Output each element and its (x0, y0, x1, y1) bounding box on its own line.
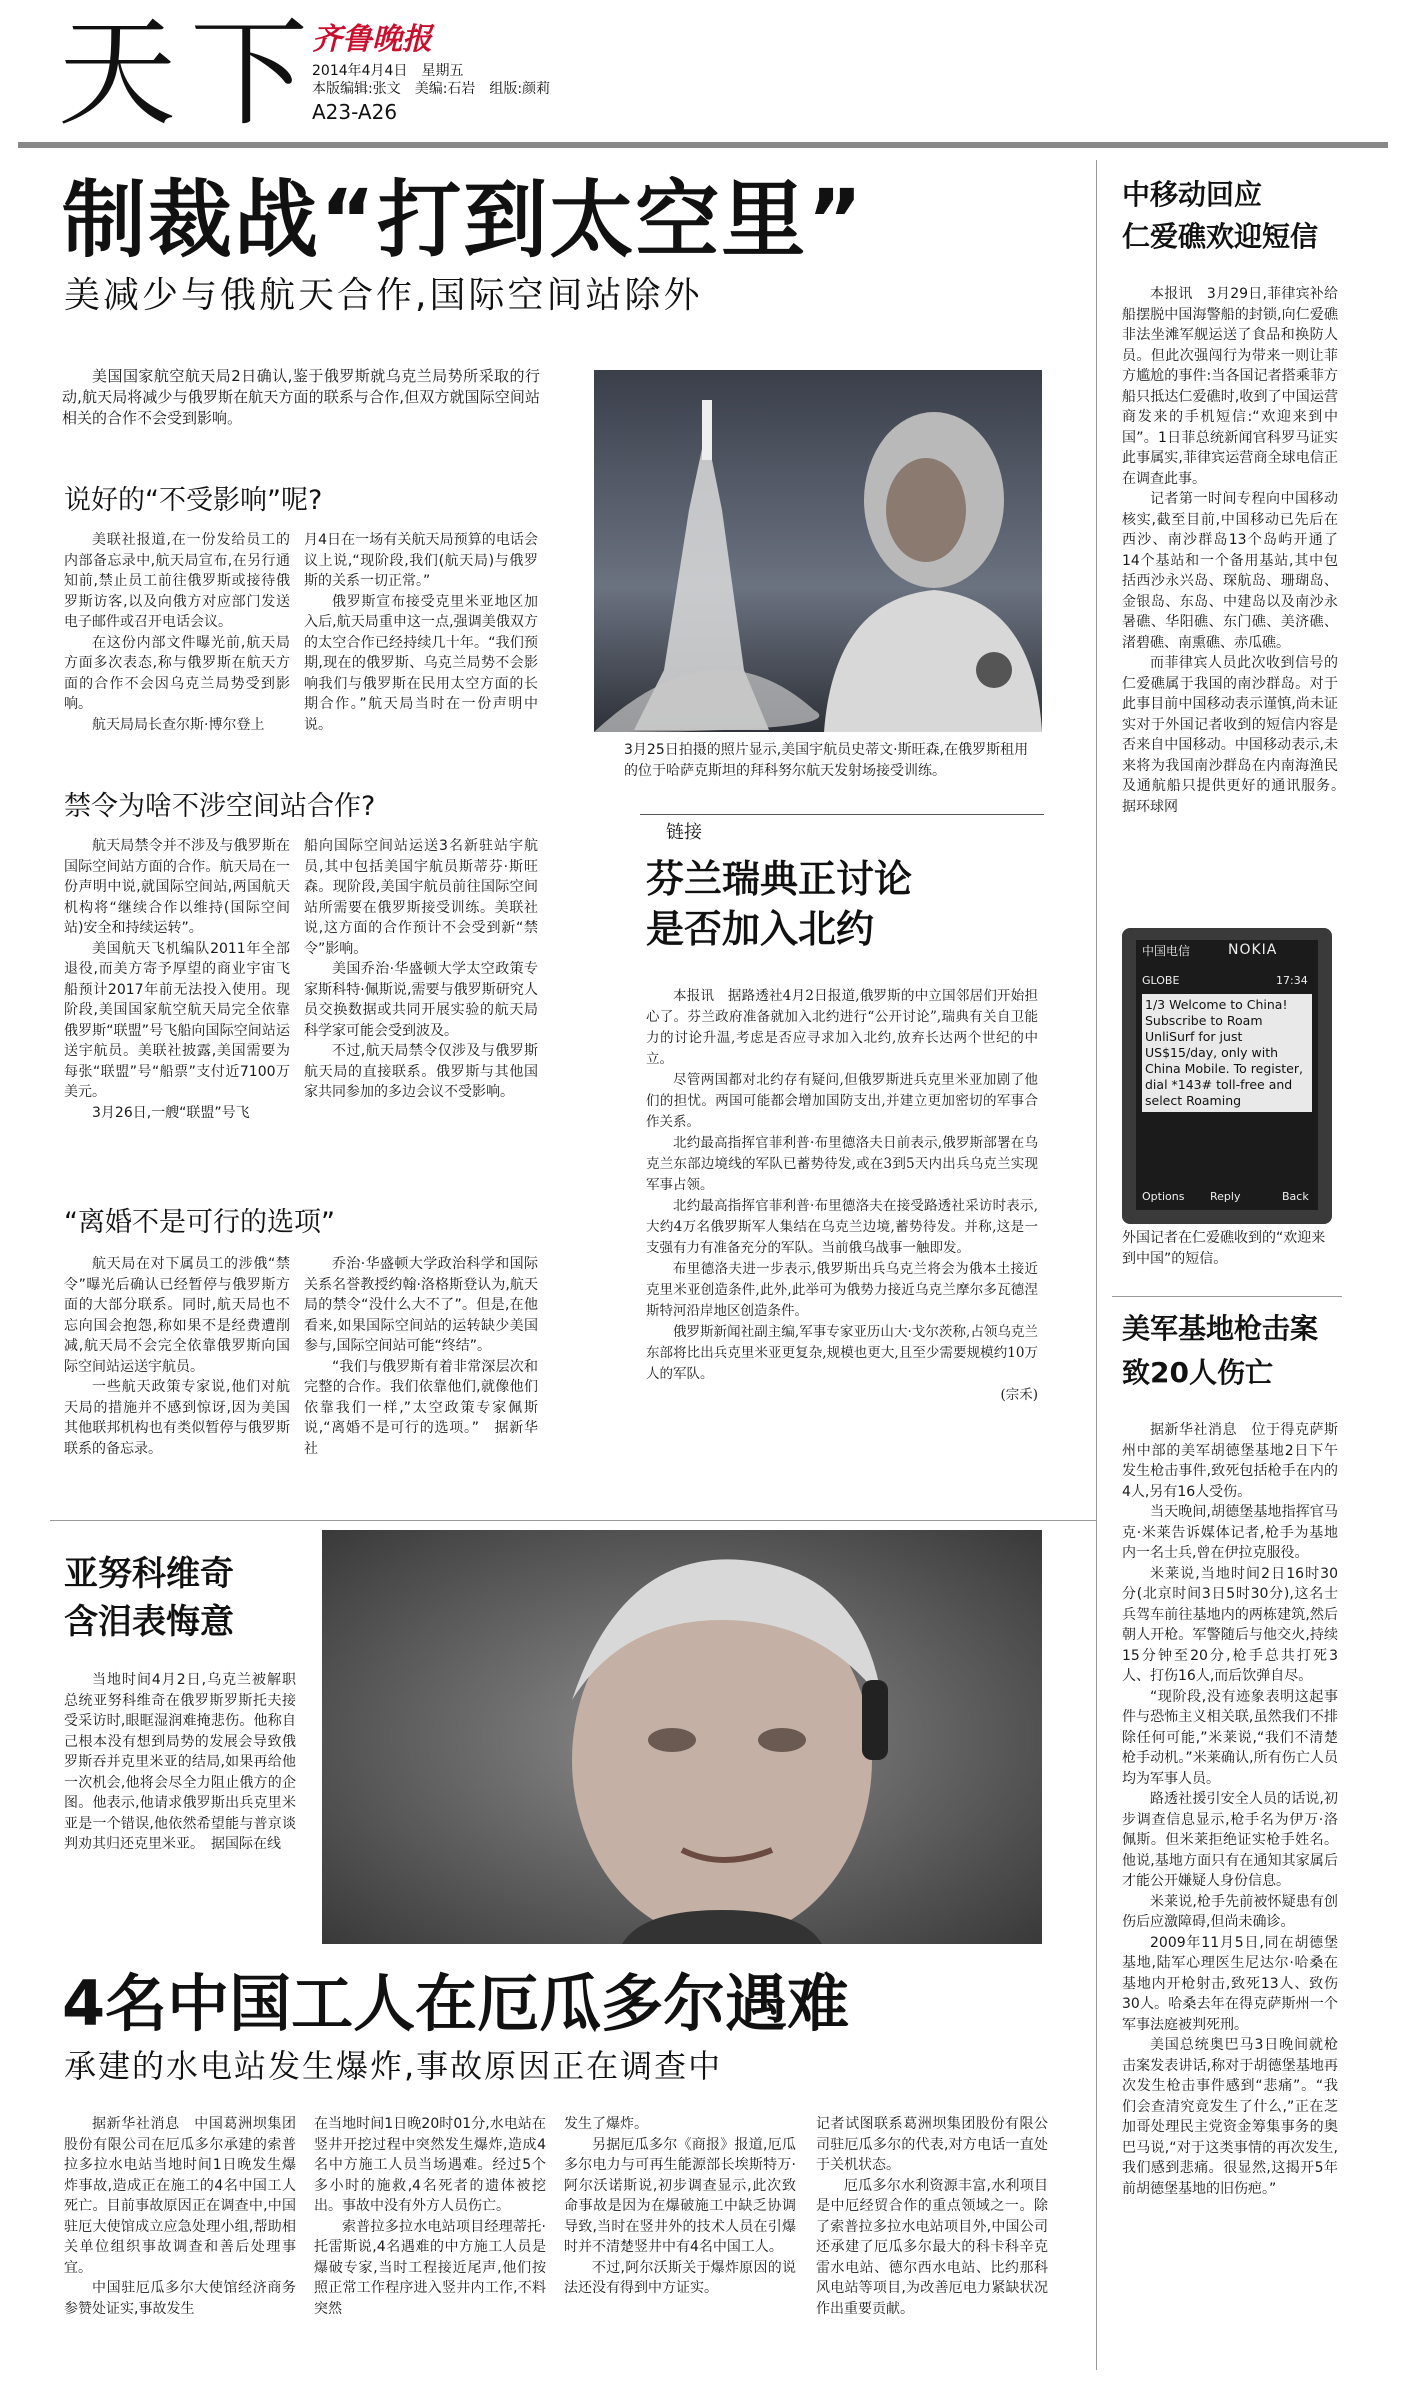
astronaut-photo (594, 370, 1042, 732)
ecuador-headline: 4名中国工人在厄瓜多尔遇难 (62, 1967, 850, 2040)
link-top-rule (640, 814, 1044, 815)
editors-line: 本版编辑:张文 美编:石岩 组版:颜莉 (312, 81, 551, 97)
right-bottom-body: 据新华社消息 位于得克萨斯州中部的美军胡德堡基地2日下午发生枪击事件,致死包括枪手在内的4人,另有16人受伤。 当天晚间,胡德堡基地指挥官马克·米莱告诉媒体记者,枪手为基地内一名士兵,曾在伊拉克服役。 米莱说,当地时间2日16时30分(北京时间3日5时30分),这名士兵驾车前往基地内的两栋建筑,然后朝人开枪。军警随后与他交火,持续15分钟至20分,枪手总共打死3人、打伤16人,而后饮弹自尽。 “现阶段,没有迹象表明这起事件与恐怖主义相关联,虽然我们不排除任何可能,”米莱说,“我们不清楚枪手动机。”米莱确认,所有伤亡人员均为军事人员。 路透社援引安全人员的话说,初步调查信息显示,枪手名为伊万·洛佩斯。但米莱拒绝证实枪手姓名。他说,基地方面只有在通知其家属后才能公开嫌疑人身份信息。 米莱说,枪手先前被怀疑患有创伤后应激障碍,但尚未确诊。 2009年11月5日,同在胡德堡基地,陆军心理医生尼达尔·哈桑在基地内开枪射击,致死13人、致伤30人。哈桑去年在得克萨斯州一个军事法庭被判死刑。 美国总统奥巴马3日晚间就枪击案发表讲话,称对于胡德堡基地再次发生枪击事件感到“悲痛”。“我们会查清究竟发生了什么,”正在芝加哥处理民主党资金筹集事务的奥巴马说,“对于这类事情的再次发生,我们感到悲痛。很显然,这揭开5年前胡德堡基地的旧伤疤。” (1122, 1422, 1338, 2197)
lead-intro: 美国国家航空航天局2日确认,鉴于俄罗斯就乌克兰局势所采取的行动,航天局将减少与俄罗斯在航天方面的联系与合作,但双方就国际空间站相关的合作不会受到影响。 (62, 367, 540, 427)
date-line: 2014年4月4日 星期五 (312, 63, 464, 79)
paper-logo: 齐鲁晚报 (312, 22, 432, 57)
lead-s2-title: 禁令为啥不涉空间站合作? (64, 791, 376, 822)
phone-sms-text: 1/3 Welcome to China! Subscribe to Roam UnliSurf for just US$15/day, only with China Mobile. To register, dial *143# toll-free and select Roaming (1142, 994, 1312, 1112)
phone-carrier: 中国电信 (1142, 944, 1191, 958)
phone-options-key: Options (1142, 1190, 1185, 1203)
ecuador-col3: 发生了爆炸。 另据厄瓜多尔《商报》报道,厄瓜多尔电力与可再生能源部长埃斯特万·阿尔沃诺斯说,初步调查显示,此次致命事故是因为在爆破施工中缺乏协调导致,当时在竖井外的技术人员在引爆时并不清楚竖井中有4名中国工人。 不过,阿尔沃斯关于爆炸原因的说法还没有得到中方证实。 (564, 2116, 796, 2296)
right-top-headline-2: 仁爱礁欢迎短信 (1122, 220, 1319, 253)
section-title: 天下 (58, 4, 323, 142)
masthead-rule (18, 142, 1388, 148)
link-headline-1: 芬兰瑞典正讨论 (646, 857, 913, 901)
lead-headline: 制裁战“打到太空里” (62, 171, 865, 269)
ecuador-col1: 据新华社消息 中国葛洲坝集团股份有限公司在厄瓜多尔承建的索普拉多拉水电站当地时间1日晚发生爆炸事故,造成正在施工的4名中国工人死亡。目前事故原因正在调查中,中国驻厄大使馆成立应急处理小组,帮助相关单位组织事故调查和善后处理事宜。 中国驻厄瓜多尔大使馆经济商务参赞处证实,事故发生 (64, 2116, 296, 2317)
yanuk-headline-1: 亚努科维奇 (64, 1554, 234, 1594)
right-bottom-rule (1112, 1296, 1342, 1297)
phone-network: GLOBE (1142, 974, 1180, 987)
lead-s1-col2: 月4日在一场有关航天局预算的电话会议上说,“现阶段,我们(航天局)与俄罗斯的关系一切正常。” 俄罗斯宣布接受克里米亚地区加入后,航天局重申这一点,强调美俄双方的太空合作已经持续几十年。“我们预期,现在的俄罗斯、乌克兰局势不会影响我们与俄罗斯在民用太空方面的长期合作。”航天局当时在一份声明中说。 (304, 532, 538, 733)
phone-time: 17:34 (1276, 974, 1308, 987)
right-bottom-headline-2: 致20人伤亡 (1122, 1356, 1273, 1389)
yanuk-headline-2: 含泪表悔意 (64, 1602, 234, 1642)
phone-back-key: Back (1282, 1190, 1309, 1203)
lead-s1-title: 说好的“不受影响”呢? (64, 485, 323, 516)
page-range: A23-A26 (312, 100, 398, 124)
link-body: 本报讯 据路透社4月2日报道,俄罗斯的中立国邻居们开始担心了。芬兰政府准备就加入北约进行“公开讨论”,瑞典有关自卫能力的讨论升温,考虑是否应寻求加入北约,放弃长达两个世纪的中立。 尽管两国都对北约存有疑问,但俄罗斯进兵克里米亚加剧了他们的担忧。两国可能都会增加国防支出,并建立更加密切的军事合作关系。 北约最高指挥官菲利普·布里德洛夫日前表示,俄罗斯部署在乌克兰东部边境线的军队已蓄势待发,或在3到5天内出兵乌克兰实现军事占领。 北约最高指挥官菲利普·布里德洛夫在接受路透社采访时表示,大约4万名俄罗斯军人集结在乌克兰边境,蓄势待发。并称,这是一支强有力有准备充分的军队。当前俄乌战事一触即发。 布里德洛夫进一步表示,俄罗斯出兵乌克兰将会为俄本土接近克里米亚创造条件,此外,此举可为俄势力接近乌克兰摩尔多瓦德涅斯特河沿岸地区创造条件。 俄罗斯新闻社副主编,军事专家亚历山大·戈尔茨称,占领乌克兰东部将比出兵克里米亚更复杂,规模也更大,且至少需要规模约10万人的军队。 (宗禾) (646, 988, 1038, 1403)
yanukovych-photo (322, 1530, 1042, 1944)
ecuador-col4: 记者试图联系葛洲坝集团股份有限公司驻厄瓜多尔的代表,对方电话一直处于关机状态。 厄瓜多尔水利资源丰富,水利项目是中厄经贸合作的重点领域之一。除了索普拉多拉水电站项目外,中国公司还承建了厄瓜多尔最大的科卡科辛克雷水电站、德尔西水电站、比约那科风电站等项目,为改善厄电力紧缺状况作出重要贡献。 (816, 2116, 1048, 2317)
yanukovych-image (322, 1530, 1042, 1944)
phone-caption: 外国记者在仁爱礁收到的“欢迎来到中国”的短信。 (1122, 1230, 1326, 1267)
yanuk-top-rule (50, 1520, 1096, 1521)
ecuador-subhead: 承建的水电站发生爆炸,事故原因正在调查中 (64, 2047, 723, 2085)
phone-screen (1136, 940, 1318, 1210)
right-column-divider (1096, 160, 1097, 2370)
lead-s2-col2: 船向国际空间站运送3名新驻站宇航员,其中包括美国宇航员斯蒂芬·斯旺森。现阶段,美国宇航员前往国际空间站所需要在俄罗斯接受训练。美联社说,这方面的合作预计不会受到新“禁令”影响。 美国乔治·华盛顿大学太空政策专家斯科特·佩斯说,需要与俄罗斯研究人员交换数据或共同开展实验的航天局科学家可能会受到波及。 不过,航天局禁令仅涉及与俄罗斯航天局的直接联系。俄罗斯与其他国家共同参加的多边会议不受影响。 (304, 838, 538, 1100)
phone-brand: NOKIA (1228, 942, 1278, 958)
lead-s3-col1: 航天局在对下属员工的涉俄“禁令”曝光后确认已经暂停与俄罗斯方面的大部分联系。同时,航天局也不忘向国会抱怨,称如果不是经费遭削减,航天局不会完全依靠俄罗斯向国际空间站运送宇航员。 一些航天政策专家说,他们对航天局的措施并不感到惊讶,因为美国其他联邦机构也有类似暂停与俄罗斯联系的备忘录。 (64, 1256, 290, 1457)
astronaut-image (594, 370, 1042, 732)
lead-s3-title: “离婚不是可行的选项” (64, 1207, 335, 1238)
lead-s1-col1: 美联社报道,在一份发给员工的内部备忘录中,航天局宣布,在另行通知前,禁止员工前往俄罗斯或接待俄罗斯访客,以及向俄方对应部门发送电子邮件或召开电话会议。 在这份内部文件曝光前,航天局方面多次表态,称与俄罗斯在航天方面的合作不会因乌克兰局势受到影响。 航天局局长查尔斯·博尔登上 (64, 532, 290, 733)
lead-s3-col2: 乔治·华盛顿大学政治科学和国际关系名誉教授约翰·洛格斯登认为,航天局的禁令“没什么大不了”。但是,在他看来,如果国际空间站的运转缺少美国参与,国际空间站可能“终结”。 “我们与俄罗斯有着非常深层次和完整的合作。我们依靠他们,就像他们依靠我们一样,”太空政策专家佩斯说,“离婚不是可行的选项。” 据新华社 (304, 1256, 538, 1457)
astronaut-caption: 3月25日拍摄的照片显示,美国宇航员史蒂文·斯旺森,在俄罗斯租用的位于哈萨克斯坦的拜科努尔航天发射场接受训练。 (624, 742, 1029, 779)
phone-photo (1122, 928, 1332, 1224)
ecuador-col2: 在当地时间1日晚20时01分,水电站在竖井开挖过程中突然发生爆炸,造成4名中方施工人员当场遇难。经过5个多小时的施救,4名死者的遗体被挖出。事故中没有外方人员伤亡。 索普拉多拉水电站项目经理蒂托·托雷斯说,4名遇难的中方施工人员是爆破专家,当时工程接近尾声,他们按照正常工作程序进入竖井内工作,不料突然 (314, 2116, 546, 2317)
phone-reply-key: Reply (1210, 1190, 1241, 1203)
lead-subhead: 美减少与俄航天合作,国际空间站除外 (64, 275, 703, 316)
right-bottom-headline-1: 美军基地枪击案 (1122, 1312, 1319, 1345)
lead-s2-col1: 航天局禁令并不涉及与俄罗斯在国际空间站方面的合作。航天局在一份声明中说,就国际空间站,两国航天机构将“继续合作以维持(国际空间站)安全和持续运转”。 美国航天飞机编队2011年全部退役,而美方寄予厚望的商业宇宙飞船预计2017年前无法投入使用。现阶段,美国国家航空航天局完全依靠俄罗斯“联盟”号飞船向国际空间站运送宇航员。美联社披露,美国需要为每张“联盟”号“船票”支付近7100万美元。 3月26日,一艘“联盟”号飞 (64, 838, 290, 1121)
right-top-headline-1: 中移动回应 (1122, 178, 1263, 211)
right-top-body: 本报讯 3月29日,菲律宾补给船摆脱中国海警船的封锁,向仁爱礁非法坐滩军舰运送了食品和换防人员。但此次强闯行为带来一则让菲方尴尬的事件:当各国记者搭乘菲方船只抵达仁爱礁时,收到了中国运营商发来的手机短信:“欢迎来到中国”。1日菲总统新闻官科罗马证实此事属实,菲律宾运营商全球电信正在调查此事。 记者第一时间专程向中国移动核实,截至目前,中国移动已先后在西沙、南沙群岛13个岛屿开通了14个基站和一个备用基站,其中包括西沙永兴岛、琛航岛、珊瑚岛、金银岛、东岛、中建岛以及南沙永暑礁、华阳礁、东门礁、美济礁、渚碧礁、南熏礁、赤瓜礁。 而菲律宾人员此次收到信号的仁爱礁属于我国的南沙群岛。对于此事目前中国移动表示谨慎,尚未证实对于外国记者收到的短信内容是否来自中国移动。中国移动表示,未来将为我国南沙群岛在内南海渔民及通航船只提供更好的通讯服务。 据环球网 (1122, 286, 1352, 815)
link-headline-2: 是否加入北约 (646, 907, 875, 951)
yanuk-body: 当地时间4月2日,乌克兰被解职总统亚努科维奇在俄罗斯罗斯托夫接受采访时,眼眶湿润难掩悲伤。他称自己根本没有想到局势的发展会导致俄罗斯吞并克里米亚的结局,如果再给他一次机会,他将会尽全力阻止俄方的企图。他表示,他请求俄罗斯出兵克里米亚是一个错误,他依然希望能与普京谈判劝其归还克里米亚。 据国际在线 (64, 1672, 296, 1852)
link-tag: 链接 (660, 818, 708, 844)
